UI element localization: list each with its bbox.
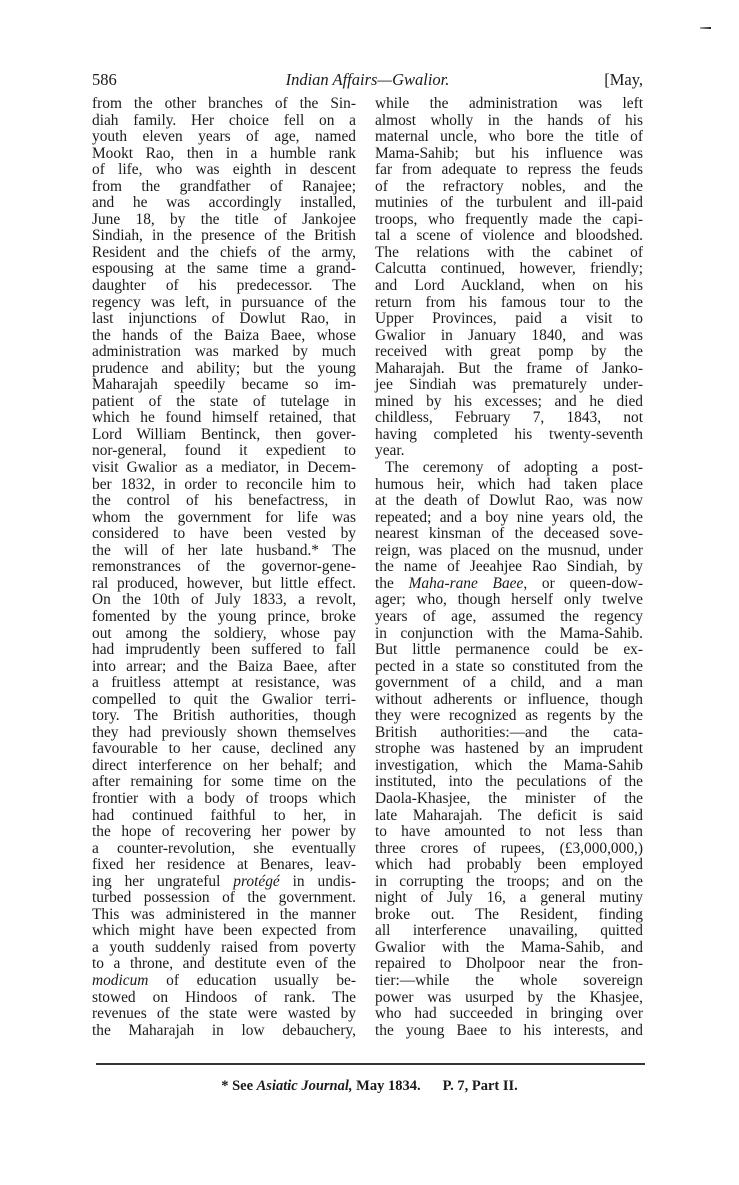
text-line: favourable to her cause, declined any — [92, 740, 356, 758]
text-line: years of age, assumed the regency — [375, 607, 643, 625]
text-line: On the 10th of July 1833, a revolt, — [92, 591, 356, 609]
text-line: of life, who was eighth in descent — [92, 161, 356, 179]
text-line: almost wholly in the hands of his — [375, 111, 643, 129]
text-segment: ing her ungrateful — [92, 872, 234, 890]
text-line: the control of his benefactress, in — [92, 492, 356, 510]
text-line: Lord William Bentinck, then gover- — [92, 425, 356, 443]
text-line: in corrupting the troops; and on the — [375, 872, 643, 890]
text-line-with-italic — [375, 576, 643, 593]
text-line: the hope of recovering her power by — [92, 823, 356, 841]
text-line: Gwalior in January 1840, and was — [375, 326, 643, 344]
text-line: Calcutta continued, however, friendly; — [375, 260, 643, 278]
text-line: ager; who, though herself only twelve — [375, 591, 643, 609]
paragraph-start-line: The ceremony of adopting a post- — [385, 459, 643, 477]
text-line: frontier with a body of troops which — [92, 789, 356, 807]
text-line: ber 1832, in order to reconcile him to — [92, 475, 356, 493]
text-line: received with great pomp by the — [375, 343, 643, 361]
running-head — [92, 70, 643, 90]
footnote — [0, 1078, 739, 1095]
text-line: Mama-Sahib; but his influence was — [375, 144, 643, 162]
text-line: the young Baee to his interests, and — [375, 1021, 643, 1039]
text-line: whom the government for life was — [92, 508, 356, 526]
text-line: which might have been expected from — [92, 922, 356, 940]
text-line: compelled to quit the Gwalior terri- — [92, 690, 356, 708]
text-line: mined by his excesses; and he died — [375, 392, 643, 410]
text-line: who had succeeded in bringing over — [375, 1005, 643, 1023]
text-line: at the death of Dowlut Rao, was now — [375, 492, 643, 510]
text-line: June 18, by the title of Jankojee — [92, 210, 356, 228]
text-line: Maharajah speedily became so im- — [92, 376, 356, 394]
text-line: youth eleven years of age, named — [92, 128, 356, 146]
text-line: from the grandfather of Ranajee; — [92, 177, 356, 195]
text-line: the Maharajah in low debauchery, — [92, 1021, 356, 1039]
footnote-journal-title: Asiatic Journal, — [256, 1078, 353, 1094]
text-line: in conjunction with the Mama-Sahib. — [375, 624, 643, 642]
italic-term: Maha-rane Baee — [408, 574, 524, 592]
text-line: fixed her residence at Benares, leav- — [92, 856, 356, 874]
text-line: diah family. Her choice fell on a — [92, 111, 356, 129]
text-line: which he found himself retained, that — [92, 409, 356, 427]
footnote-date: May 1834. — [352, 1078, 421, 1094]
text-line: patient of the state of tutelage in — [92, 392, 356, 410]
text-line: childless, February 7, 1843, not — [375, 409, 643, 427]
footnote-marker: * See — [221, 1078, 257, 1094]
text-line: last injunctions of Dowlut Rao, in — [92, 310, 356, 328]
text-line: they were recognized as regents by the — [375, 707, 643, 725]
text-line: had imprudently been suffered to fall — [92, 641, 356, 659]
text-line: three crores of rupees, (£3,000,000,) — [375, 839, 643, 857]
text-line: turbed possession of the government. — [92, 889, 356, 907]
text-line: and Lord Auckland, when on his — [375, 277, 643, 295]
text-line: Gwalior with the Mama-Sahib, and — [375, 938, 643, 956]
text-line: remonstrances of the governor-gene- — [92, 558, 356, 576]
text-line: nearest kinsman of the deceased sove- — [375, 525, 643, 543]
text-line: daughter of his predecessor. The — [92, 277, 356, 295]
text-line: Mookt Rao, then in a humble rank — [92, 144, 356, 162]
text-line: they had previously shown themselves — [92, 723, 356, 741]
text-segment: in undis- — [279, 872, 356, 890]
text-line: year. — [375, 442, 405, 460]
text-line: The relations with the cabinet of — [375, 243, 643, 261]
text-line: This was administered in the manner — [92, 905, 356, 923]
text-line: the name of Jeeahjee Rao Sindiah, by — [375, 558, 643, 576]
text-line: nor-general, found it expedient to — [92, 442, 356, 460]
text-line: night of July 16, a general mutiny — [375, 889, 643, 907]
text-line: British authorities:—and the cata- — [375, 723, 643, 741]
text-line: which had probably been employed — [375, 856, 643, 874]
text-line: revenues of the state were wasted by — [92, 1005, 356, 1023]
text-line: Resident and the chiefs of the army, — [92, 243, 356, 261]
text-line: espousing at the same time a grand- — [92, 260, 356, 278]
text-line: Sindiah, in the presence of the British — [92, 227, 356, 245]
text-line: the will of her late husband.* The — [92, 541, 356, 559]
text-line-with-italic — [92, 973, 356, 990]
text-line: investigation, which the Mama-Sahib — [375, 756, 643, 774]
text-line: a counter-revolution, she eventually — [92, 839, 356, 857]
text-line: out among the soldiery, whose pay — [92, 624, 356, 642]
text-line: into arrear; and the Baiza Baee, after — [92, 657, 356, 675]
text-line: broke out. The Resident, finding — [375, 905, 643, 923]
text-segment: of education usually be- — [148, 971, 356, 989]
text-line: to a throne, and destitute even of the — [92, 955, 356, 973]
text-line: But little permanence could be ex- — [375, 641, 643, 659]
text-line: regency was left, in pursuance of the — [92, 293, 356, 311]
text-line: without adherents or influence, though — [375, 690, 643, 708]
text-line: repeated; and a boy nine years old, the — [375, 508, 643, 526]
text-line: maternal uncle, who bore the title of — [375, 128, 643, 146]
text-segment: the — [375, 574, 409, 592]
text-line: fomented by the young prince, broke — [92, 607, 356, 625]
text-line: ral produced, however, but little effect. — [92, 574, 356, 592]
text-line: tory. The British authorities, though — [92, 707, 356, 725]
text-line: had continued faithful to her, in — [92, 806, 356, 824]
text-line: humous heir, which had taken place — [375, 475, 643, 493]
text-line: return from his famous tour to the — [375, 293, 643, 311]
text-line: the hands of the Baiza Baee, whose — [92, 326, 356, 344]
text-line: government of a child, and a man — [375, 674, 643, 692]
text-line: reign, was placed on the musnud, under — [375, 541, 643, 559]
text-line: Maharajah. But the frame of Janko- — [375, 359, 643, 377]
scan-mark — [700, 27, 711, 29]
text-line: having completed his twenty-seventh — [375, 425, 643, 443]
text-line-with-italic — [92, 874, 356, 891]
text-line: mutinies of the turbulent and ill-paid — [375, 194, 643, 212]
text-line: and he was accordingly installed, — [92, 194, 356, 212]
page-number: 586 — [92, 70, 117, 89]
text-line: repaired to Dholpoor near the fron- — [375, 955, 643, 973]
text-line: late Maharajah. The deficit is said — [375, 806, 643, 824]
text-line: visit Gwalior as a mediator, in Decem- — [92, 459, 356, 477]
text-line: power was usurped by the Khasjee, — [375, 988, 643, 1006]
text-line: prudence and ability; but the young — [92, 359, 356, 377]
text-line: strophe was hastened by an imprudent — [375, 740, 643, 758]
text-line: Upper Provinces, paid a visit to — [375, 310, 643, 328]
text-line: a fruitless attempt at resistance, was — [92, 674, 356, 692]
text-line: jee Sindiah was prematurely under- — [375, 376, 643, 394]
right-column — [375, 96, 643, 1039]
footnote-reference: P. 7, Part II. — [442, 1078, 518, 1094]
text-line: a youth suddenly raised from poverty — [92, 938, 356, 956]
italic-term: protégé — [233, 872, 280, 890]
footnote-divider — [96, 1063, 645, 1065]
text-segment: , or queen-dow- — [523, 574, 644, 592]
italic-term: modicum — [92, 971, 149, 989]
running-title: Indian Affairs—Gwalior. — [285, 70, 450, 89]
text-line: tier:—while the whole sovereign — [375, 971, 643, 989]
text-line: troops, who frequently made the capi- — [375, 210, 643, 228]
text-line: of the refractory nobles, and the — [375, 177, 643, 195]
text-line: considered to have been vested by — [92, 525, 356, 543]
text-line: Daola-Khasjee, the minister of the — [375, 789, 643, 807]
text-line: far from adequate to repress the feuds — [375, 161, 643, 179]
text-line: after remaining for some time on the — [92, 773, 356, 791]
text-line: direct interference on her behalf; and — [92, 756, 356, 774]
running-date-mark: [May, — [604, 70, 643, 89]
text-line: from the other branches of the Sin- — [92, 95, 356, 112]
text-line: to have amounted to not less than — [375, 823, 643, 841]
text-line: while the administration was left — [375, 95, 643, 112]
text-line: administration was marked by much — [92, 343, 356, 361]
text-line: tal a scene of violence and bloodshed. — [375, 227, 643, 245]
text-line: instituted, into the peculations of the — [375, 773, 643, 791]
left-column — [92, 96, 356, 1039]
text-line: pected in a state so constituted from the — [375, 657, 643, 675]
text-line: all interference unavailing, quitted — [375, 922, 643, 940]
text-line: stowed on Hindoos of rank. The — [92, 988, 356, 1006]
